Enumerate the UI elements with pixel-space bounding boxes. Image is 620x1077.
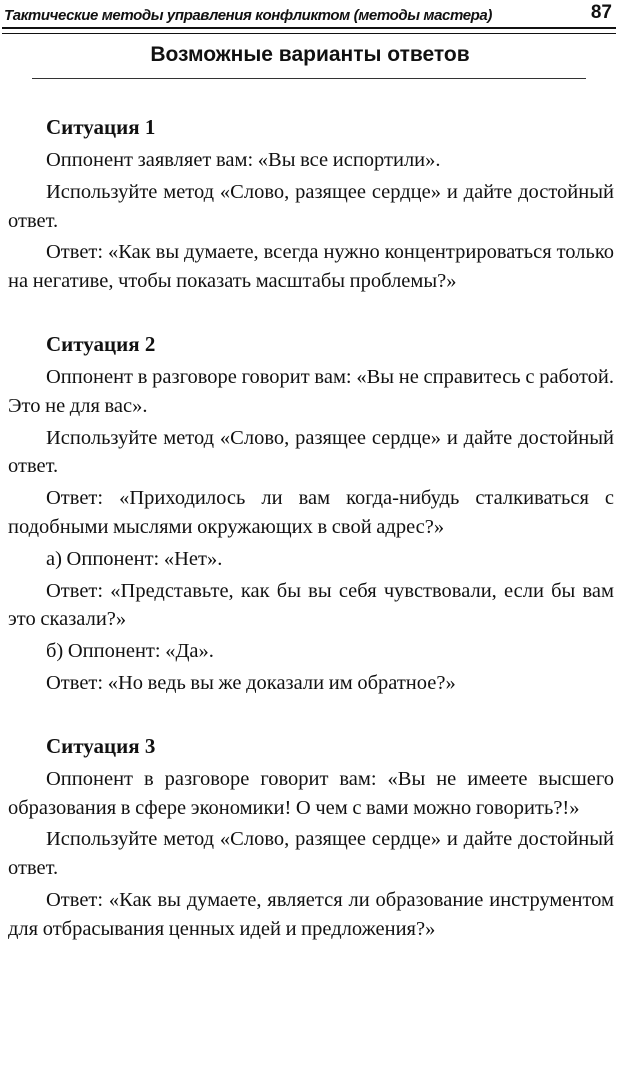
paragraph: Ответ: «Приходилось ли вам когда-нибудь сталкиваться с подобными мыслями окружающих в свой адрес?» bbox=[8, 487, 614, 538]
situation-3 bbox=[8, 731, 614, 944]
paragraph: Ответ: «Как вы думаете, всегда нужно концентрироваться только на негативе, чтобы показать масштабы проблемы?» bbox=[8, 241, 614, 293]
situation-2 bbox=[8, 329, 614, 698]
page-number: 87 bbox=[590, 2, 612, 23]
paragraph: Используйте метод «Слово, разящее сердце» и дайте достойный ответ. bbox=[8, 426, 614, 478]
paragraph: б) Оппонент: «Да». bbox=[46, 640, 214, 663]
situation-heading: Ситуация 1 bbox=[46, 115, 156, 139]
header-rule bbox=[2, 27, 616, 34]
paragraph: Оппонент в разговоре говорит вам: «Вы не имеете высшего образования в сфере экономики! О чем с вами можно говорить?!» bbox=[8, 767, 614, 819]
paragraph: Ответ: «Представьте, как бы вы себя чувствовали, если бы вам это сказали?» bbox=[8, 579, 614, 631]
paragraph: Ответ: «Но ведь вы же доказали им обратное?» bbox=[46, 671, 456, 694]
section-rule bbox=[32, 78, 586, 79]
paragraph: Ответ: «Как вы думаете, является ли образование инструментом для отбрасывания ценных идей и предложения?» bbox=[8, 888, 614, 940]
paragraph: а) Оппонент: «Нет». bbox=[46, 547, 223, 570]
situation-1 bbox=[8, 112, 614, 296]
paragraph: Оппонент в разговоре говорит вам: «Вы не справитесь с работой. Это не для вас». bbox=[8, 365, 614, 417]
section-title: Возможные варианты ответов bbox=[150, 43, 470, 66]
paragraph: Используйте метод «Слово, разящее сердце» и дайте достойный ответ. bbox=[8, 828, 614, 880]
situation-heading: Ситуация 3 bbox=[46, 733, 156, 758]
paragraph: Оппонент заявляет вам: «Вы все испортили». bbox=[46, 149, 441, 171]
situation-heading: Ситуация 2 bbox=[46, 331, 156, 356]
paragraph: Используйте метод «Слово, разящее сердце» и дайте достойный ответ. bbox=[8, 180, 614, 232]
running-header bbox=[4, 0, 612, 24]
running-title: Тактические методы управления конфликтом (методы мастера) bbox=[4, 7, 492, 24]
page-content bbox=[8, 112, 614, 947]
